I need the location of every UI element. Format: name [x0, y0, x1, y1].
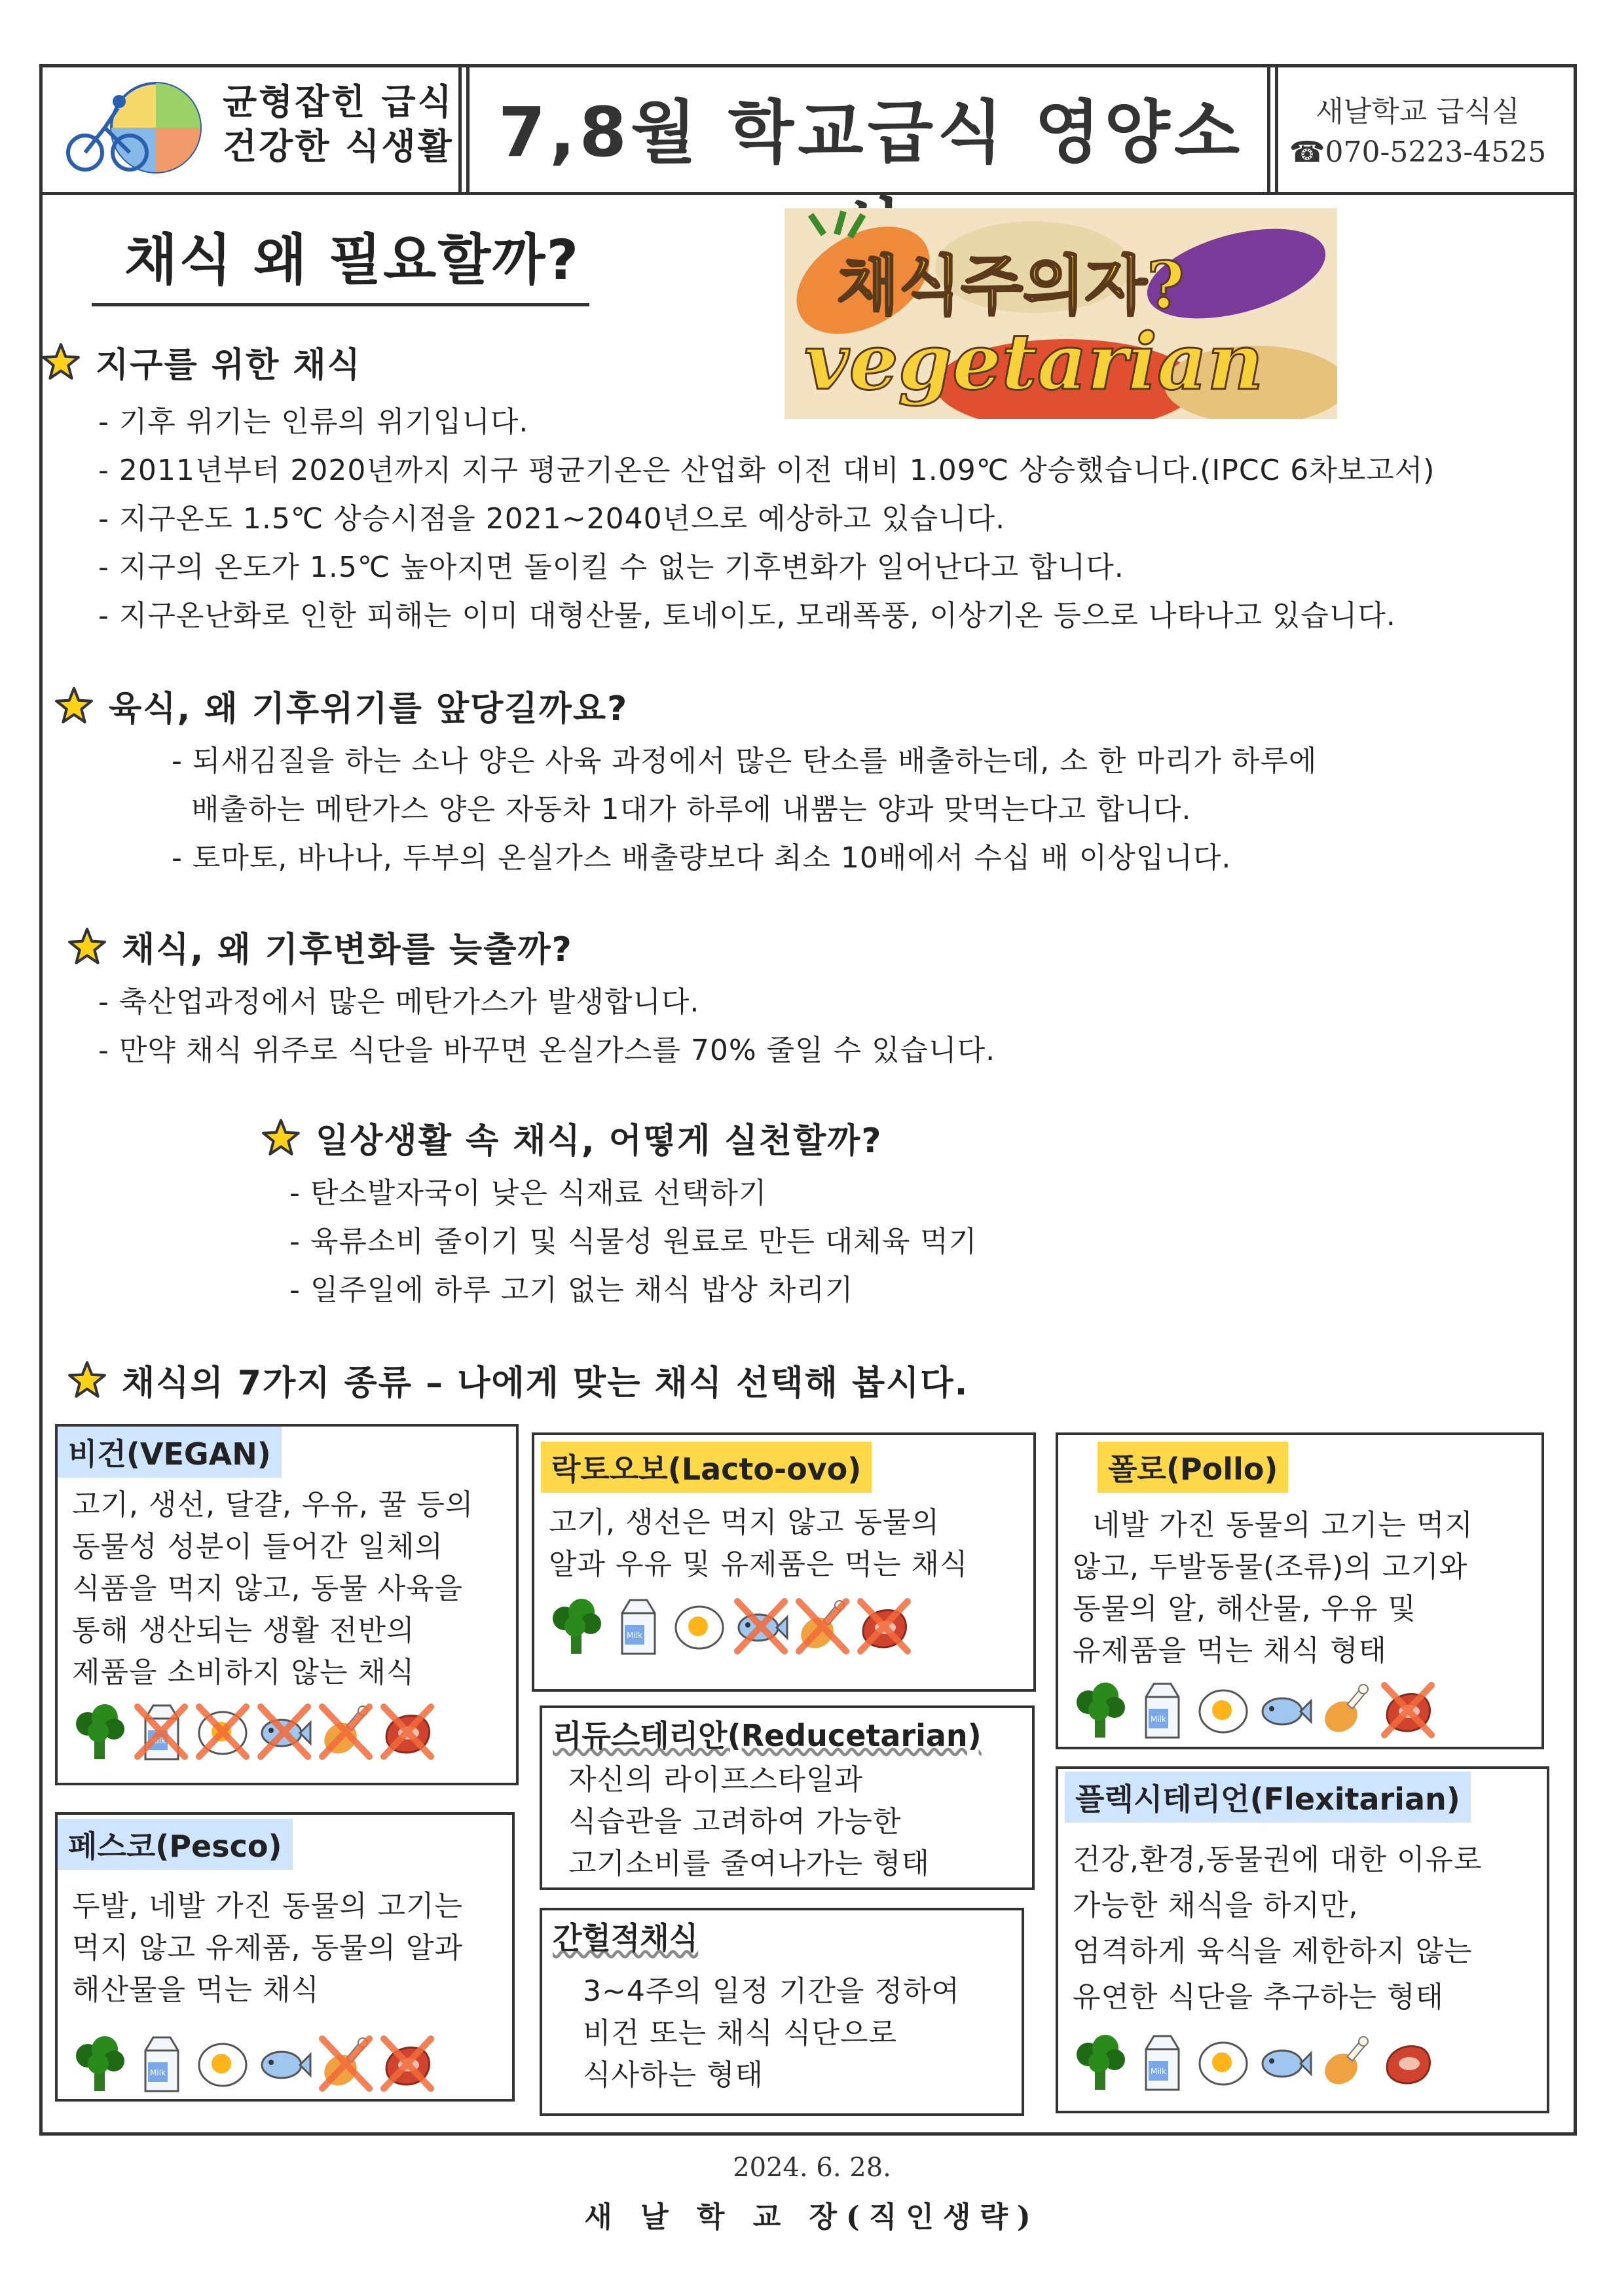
description-line: 해산물을 먹는 채식: [72, 1973, 320, 2007]
bullet-item: - 만약 채식 위주로 식단을 바꾸면 온실가스를 70% 줄일 수 있습니다.: [98, 1034, 996, 1067]
description-line: 유제품을 먹는 채식 형태: [1073, 1634, 1387, 1667]
fish-icon: [1257, 2031, 1312, 2094]
issue-date: 2024. 6. 28.: [733, 2153, 891, 2183]
description-line: 동물성 성분이 들어간 일체의: [72, 1530, 444, 1563]
broccoli-icon: [549, 1595, 604, 1658]
egg-crossed-icon: [195, 1700, 250, 1763]
type-description: [534, 1502, 1033, 1586]
description-line: 가능한 채식을 하지만,: [1073, 1889, 1359, 1922]
meat-crossed-icon: [1380, 1679, 1435, 1741]
fish-icon: [1257, 1679, 1312, 1741]
section-heading: [261, 1113, 883, 1162]
milk-icon: [610, 1595, 665, 1658]
principal-signature: 새 날 학 교 장(직인생략): [584, 2200, 1040, 2234]
description-line: 고기, 생선, 달걀, 우유, 꿀 등의: [72, 1488, 474, 1522]
star-icon: [67, 926, 107, 967]
meat-icon: [1380, 2031, 1435, 2094]
type-box-lacto-ovo: [532, 1432, 1036, 1692]
chicken-icon: [1319, 1679, 1374, 1741]
header-divider: [1267, 64, 1270, 195]
section-heading: [67, 1355, 969, 1404]
fish-crossed-icon: [733, 1595, 788, 1658]
org-name: 새날학교 급식실: [1316, 95, 1520, 128]
description-line: 엄격하게 육식을 제한하지 않는: [1073, 1935, 1473, 1968]
newsletter-title: 7,8월 학교급식 영양소: [498, 92, 1244, 172]
section-bullets: [289, 1169, 977, 1315]
section-bullets: [172, 737, 1317, 883]
description-line: 네발 가진 동물의 고기는 먹지: [1073, 1508, 1473, 1542]
type-box-pesco: [55, 1812, 515, 2102]
description-line: 식사하는 형태: [583, 2058, 764, 2092]
milk-icon: [1134, 2031, 1189, 2094]
egg-icon: [1196, 2031, 1251, 2094]
bullet-item: - 2011년부터 2020년까지 지구 평균기온은 산업화 이전 대비 1.09℃ 상승했습니다.(IPCC 6차보고서): [98, 454, 1435, 487]
chicken-icon: [1319, 2031, 1374, 2094]
bullet-item: - 되새김질을 하는 소나 양은 사육 과정에서 많은 탄소를 배출하는데, 소 한 마리가 하루에: [172, 744, 1318, 778]
broccoli-icon: [1073, 2031, 1128, 2094]
section-title: 채식, 왜 기후변화를 늦출까?: [122, 930, 573, 970]
section-title: 육식, 왜 기후위기를 앞당길까요?: [109, 689, 629, 729]
description-line: 3~4주의 일정 기간을 정하여: [583, 1975, 960, 2008]
type-title: 락토오보(Lacto-ovo): [541, 1442, 872, 1493]
type-title: 비건(VEGAN): [58, 1427, 282, 1478]
chicken-crossed-icon: [795, 1595, 850, 1658]
slogan-line: 균형잡힌 급식: [223, 81, 454, 122]
meat-crossed-icon: [380, 2032, 435, 2095]
bullet-item: - 토마토, 바나나, 두부의 온실가스 배출량보다 최소 10배에서 수십 배 이상입니다.: [172, 841, 1232, 875]
broccoli-icon: [72, 1700, 127, 1763]
description-line: 동물의 알, 해산물, 우유 및: [1073, 1592, 1416, 1626]
description-line: 비건 또는 채식 식단으로: [583, 2016, 897, 2050]
type-box-intermittent: [540, 1908, 1024, 2116]
type-title: 간헐적채식: [553, 1920, 699, 1956]
fish-icon: [257, 2032, 312, 2095]
bullet-item: - 축산업과정에서 많은 메탄가스가 발생합니다.: [98, 985, 700, 1019]
header-divider: [1275, 64, 1278, 195]
chicken-crossed-icon: [318, 1700, 373, 1763]
type-description: [542, 1971, 1022, 2096]
star-icon: [261, 1118, 301, 1158]
section-title: 일상생활 속 채식, 어떻게 실천할까?: [316, 1121, 883, 1161]
food-icons: [534, 1595, 1033, 1658]
type-title: 리듀스테리안(Reducetarian): [553, 1718, 982, 1753]
section-bullets: [98, 978, 995, 1075]
description-line: 유연한 식단을 추구하는 형태: [1073, 1980, 1445, 2014]
type-description: [1058, 1837, 1547, 2020]
main-heading: 채식 왜 필요할까?: [92, 216, 589, 306]
description-line: 알과 우유 및 유제품은 먹는 채식: [549, 1548, 969, 1581]
type-description: [58, 1886, 512, 2011]
type-description: [58, 1484, 516, 1694]
description-line: 식품을 먹지 않고, 동물 사육을: [72, 1572, 463, 1605]
star-icon: [41, 342, 81, 382]
section-heading: [54, 681, 628, 730]
bullet-item: - 기후 위기는 인류의 위기입니다.: [98, 405, 529, 439]
meat-crossed-icon: [857, 1595, 912, 1658]
bullet-item: 배출하는 메탄가스 양은 자동차 1대가 하루에 내뿜는 양과 맞먹는다고 합니다.: [172, 793, 1192, 826]
egg-icon: [195, 2032, 250, 2095]
type-description: [1058, 1504, 1541, 1672]
milk-icon: [134, 2032, 189, 2095]
type-title: 페스코(Pesco): [58, 1819, 293, 1870]
bullet-item: - 일주일에 하루 고기 없는 채식 밥상 차리기: [289, 1273, 854, 1307]
organization: [1280, 92, 1555, 173]
description-line: 두발, 네발 가진 동물의 고기는: [72, 1889, 463, 1923]
type-box-vegan: [55, 1424, 519, 1785]
description-line: 먹지 않고 유제품, 동물의 알과: [72, 1931, 463, 1965]
egg-icon: [1196, 1679, 1251, 1741]
type-box-flexitarian: [1056, 1766, 1549, 2113]
description-line: 건강,환경,동물권에 대한 이유로: [1073, 1843, 1483, 1876]
food-icons: [1058, 1679, 1541, 1741]
food-icons: [58, 2032, 512, 2095]
description-line: 자신의 라이프스타일과: [568, 1763, 864, 1796]
description-line: 식습관을 고려하여 가능한: [568, 1805, 902, 1838]
banner-english: vegetarian: [804, 316, 1264, 407]
type-title: 폴로(Pollo): [1098, 1442, 1288, 1493]
bullet-item: - 탄소발자국이 낮은 식재료 선택하기: [289, 1176, 767, 1210]
type-box-pollo: [1056, 1432, 1544, 1749]
vegetarian-banner: [784, 208, 1337, 419]
food-icons: [58, 1700, 516, 1763]
type-description: [542, 1759, 1032, 1885]
chicken-crossed-icon: [318, 2032, 373, 2095]
slogan-line: 건강한 식생활: [223, 126, 454, 167]
description-line: 통해 생산되는 생활 전반의: [72, 1614, 415, 1647]
star-icon: [67, 1360, 107, 1400]
description-line: 않고, 두발동물(조류)의 고기와: [1073, 1550, 1468, 1584]
star-icon: [54, 685, 94, 726]
bullet-item: - 지구온도 1.5℃ 상승시점을 2021~2040년으로 예상하고 있습니다.: [98, 502, 1006, 536]
description-line: 고기소비를 줄여나가는 형태: [568, 1847, 931, 1880]
section-title: 채식의 7가지 종류 – 나에게 맞는 채식 선택해 봅시다.: [122, 1364, 969, 1403]
banner-korean: 채식주의자?: [837, 248, 1185, 323]
egg-icon: [672, 1595, 727, 1658]
meat-crossed-icon: [380, 1700, 435, 1763]
bullet-item: - 지구의 온도가 1.5℃ 높아지면 돌이킬 수 없는 기후변화가 일어난다고 합니다.: [98, 551, 1124, 584]
description-line: 제품을 소비하지 않는 채식: [72, 1656, 415, 1689]
slogan: [223, 80, 465, 169]
food-icons: [1058, 2031, 1547, 2094]
type-box-reducetarian: [540, 1705, 1035, 1890]
bullet-item: - 육류소비 줄이기 및 식물성 원료로 만든 대체육 먹기: [289, 1225, 978, 1258]
school-meal-logo: [59, 75, 210, 180]
broccoli-icon: [72, 2032, 127, 2095]
description-line: 고기, 생선은 먹지 않고 동물의: [549, 1506, 940, 1539]
section-heading: [67, 922, 573, 971]
header-divider: [466, 64, 470, 195]
type-title: 플렉시테리언(Flexitarian): [1065, 1772, 1471, 1823]
section-heading: [41, 337, 361, 386]
fish-crossed-icon: [257, 1700, 312, 1763]
org-phone: ☎070-5223-4525: [1289, 136, 1547, 169]
section-title: 지구를 위한 채식: [96, 346, 361, 385]
milk-crossed-icon: [134, 1700, 189, 1763]
broccoli-icon: [1073, 1679, 1128, 1741]
milk-icon: [1134, 1679, 1189, 1741]
bullet-item: - 지구온난화로 인한 피해는 이미 대형산물, 토네이도, 모래폭풍, 이상기온 등으로 나타나고 있습니다.: [98, 599, 1396, 632]
section-bullets: [98, 398, 1435, 640]
